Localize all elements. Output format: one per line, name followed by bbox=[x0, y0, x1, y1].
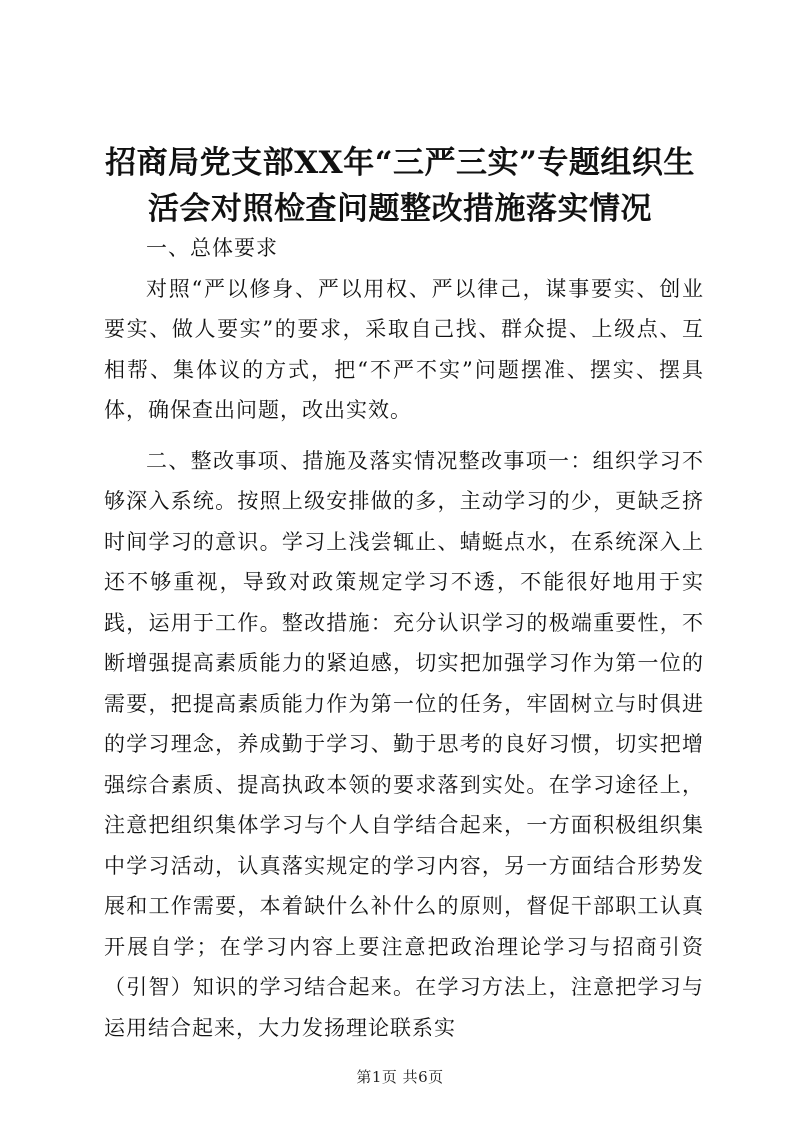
body-paragraph: 二、整改事项、措施及落实情况整改事项一：组织学习不够深入系统。按照上级安排做的多，主动学习的少，更缺乏挤时间学习的意识。学习上浅尝辄止、蜻蜓点水，在系统深入上还不够重视，导致对政策规定学习不透，不能很好地用于实践，运用于工作。整改措施：充分认识学习的极端重要性，不断增强提高素质能力的紧迫感，切实把加强学习作为第一位的需要，把提高素质能力作为第一位的任务，牢固树立与时俱进的学习理念，养成勤于学习、勤于思考的良好习惯，切实把增强综合素质、提高执政本领的要求落到实处。在学习途径上，注意把组织集体学习与个人自学结合起来，一方面积极组织集中学习活动，认真落实规定的学习内容，另一方面结合形势发展和工作需要，本着缺什么补什么的原则，督促干部职工认真开展自学；在学习内容上要注意把政治理论学习与招商引资（引智）知识的学习结合起来。在学习方法上，注意把学习与运用结合起来，大力发扬理论联系实 bbox=[104, 448, 704, 1040]
document-body bbox=[104, 228, 704, 1048]
body-paragraph: 对照“严以修身、严以用权、严以律己，谋事要实、创业要实、做人要实”的要求，采取自己找、群众提、上级点、互相帮、集体议的方式，把“不严不实”问题摆准、摆实、摆具体，确保查出问题，改出实效。 bbox=[104, 276, 704, 422]
section-heading: 一、总体要求 bbox=[146, 236, 278, 260]
title-line-2: 活会对照检查问题整改措施落实情况 bbox=[148, 191, 652, 227]
title-line-1: 招商局党支部XX年“三严三实”专题组织生 bbox=[105, 145, 695, 181]
page-footer: 第1页 共6页 bbox=[356, 1068, 444, 1086]
document-title bbox=[100, 140, 700, 232]
